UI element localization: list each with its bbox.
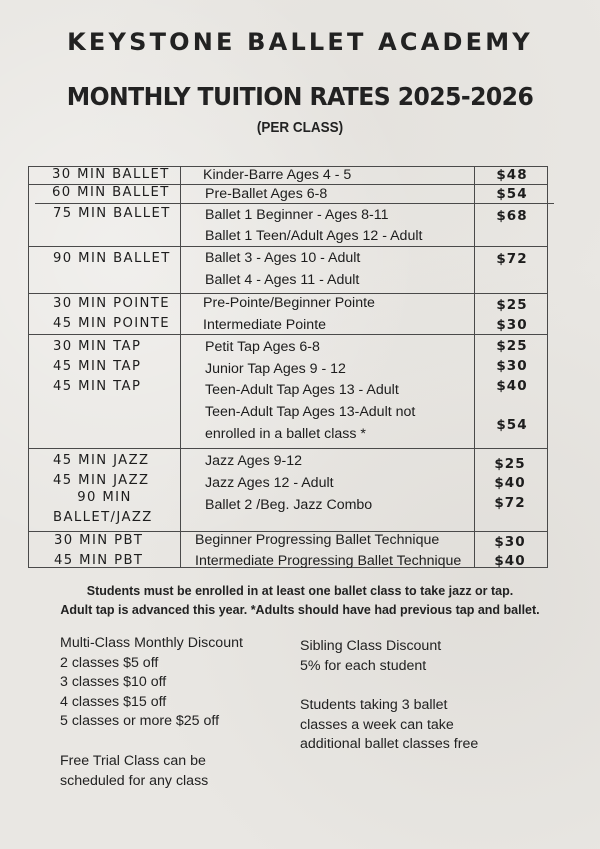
class-cell: Ballet 4 - Ages 11 - Adult [205, 272, 360, 288]
adult-tap-note: Adult tap is advanced this year. *Adults should have had previous tap and ballet. [60, 603, 540, 617]
class-cell: Ballet 1 Teen/Adult Ages 12 - Adult [205, 228, 423, 244]
ballet-bonus-line: additional ballet classes free [300, 736, 479, 753]
free-trial-line: Free Trial Class can be [60, 753, 206, 769]
class-cell: Jazz Ages 9-12 [205, 453, 303, 469]
class-cell: Intermediate Progressing Ballet Technique [195, 553, 462, 569]
price-cell: $40 [494, 475, 526, 491]
discount-item: 2 classes $5 off [60, 654, 159, 671]
duration-cell: 75 MIN BALLET [53, 206, 171, 221]
row-divider [29, 448, 547, 449]
academy-name: KEYSTONE BALLET ACADEMY [67, 28, 533, 56]
discount-item: 5 classes or more $25 off [60, 713, 220, 730]
price-cell: $25 [494, 456, 526, 472]
duration-cell: 45 MIN JAZZ [53, 473, 150, 488]
column-divider [180, 167, 181, 567]
row-divider [29, 334, 547, 335]
class-cell: Teen-Adult Tap Ages 13-Adult not [205, 404, 416, 420]
class-cell: Junior Tap Ages 9 - 12 [205, 361, 346, 377]
row-divider [29, 246, 547, 247]
duration-cell: 45 MIN JAZZ [53, 453, 150, 468]
sibling-discount [300, 637, 441, 676]
duration-cell: 45 MIN TAP [53, 379, 142, 394]
duration-cell: BALLET/JAZZ [53, 510, 153, 525]
class-cell: Teen-Adult Tap Ages 13 - Adult [205, 382, 399, 398]
price-cell: $25 [496, 297, 528, 313]
duration-cell: 30 MIN BALLET [52, 167, 170, 182]
duration-cell: 90 MIN BALLET [53, 251, 171, 266]
class-cell: enrolled in a ballet class * [205, 426, 366, 442]
price-cell: $40 [494, 553, 526, 569]
multi-class-discount-title: Multi-Class Monthly Discount [60, 635, 243, 651]
tuition-rates-table [28, 166, 548, 568]
class-cell: Ballet 2 /Beg. Jazz Combo [205, 497, 373, 513]
duration-cell: 45 MIN TAP [53, 359, 142, 374]
sibling-discount-title: Sibling Class Discount [300, 638, 442, 654]
class-cell: Intermediate Pointe [203, 317, 327, 333]
row-divider [29, 293, 547, 294]
price-cell: $30 [496, 317, 528, 333]
free-trial-line: scheduled for any class [60, 772, 209, 789]
duration-cell: 45 MIN POINTE [53, 316, 170, 331]
price-cell: $54 [496, 186, 528, 202]
price-cell: $72 [496, 251, 528, 267]
duration-cell: 45 MIN PBT [54, 553, 144, 568]
price-cell: $48 [496, 167, 528, 183]
multi-class-discount [60, 634, 243, 732]
free-trial-note [60, 752, 208, 791]
class-cell: Petit Tap Ages 6-8 [205, 339, 320, 355]
page-title: MONTHLY TUITION RATES 2025-2026 [66, 82, 534, 111]
duration-cell: 30 MIN PBT [54, 533, 144, 548]
class-cell: Jazz Ages 12 - Adult [205, 475, 334, 491]
price-cell: $68 [496, 208, 528, 224]
ballet-bonus-line: classes a week can take [300, 716, 454, 733]
class-cell: Ballet 1 Beginner - Ages 8-11 [205, 207, 389, 223]
duration-cell: 90 MIN [77, 490, 132, 505]
price-cell: $30 [496, 358, 528, 374]
sibling-discount-detail: 5% for each student [300, 657, 427, 674]
price-cell: $25 [496, 338, 528, 354]
ballet-bonus-line: Students taking 3 ballet [300, 697, 448, 713]
page-subtitle: (PER CLASS) [256, 119, 344, 136]
discount-item: 4 classes $15 off [60, 693, 167, 710]
ballet-bonus-note [300, 696, 478, 755]
class-cell: Ballet 3 - Ages 10 - Adult [205, 250, 361, 266]
class-cell: Kinder-Barre Ages 4 - 5 [203, 167, 352, 183]
duration-cell: 60 MIN BALLET [52, 185, 170, 200]
duration-cell: 30 MIN TAP [53, 339, 142, 354]
class-cell: Pre-Ballet Ages 6-8 [205, 186, 328, 202]
price-cell: $54 [496, 417, 528, 433]
class-cell: Beginner Progressing Ballet Technique [195, 532, 440, 548]
price-cell: $30 [494, 534, 526, 550]
price-cell: $40 [496, 378, 528, 394]
duration-cell: 30 MIN POINTE [53, 296, 170, 311]
price-cell: $72 [494, 495, 526, 511]
row-divider [35, 203, 554, 204]
enrollment-note: Students must be enrolled in at least one ballet class to take jazz or tap. [86, 584, 514, 598]
class-cell: Pre-Pointe/Beginner Pointe [203, 295, 375, 311]
discount-item: 3 classes $10 off [60, 674, 167, 691]
